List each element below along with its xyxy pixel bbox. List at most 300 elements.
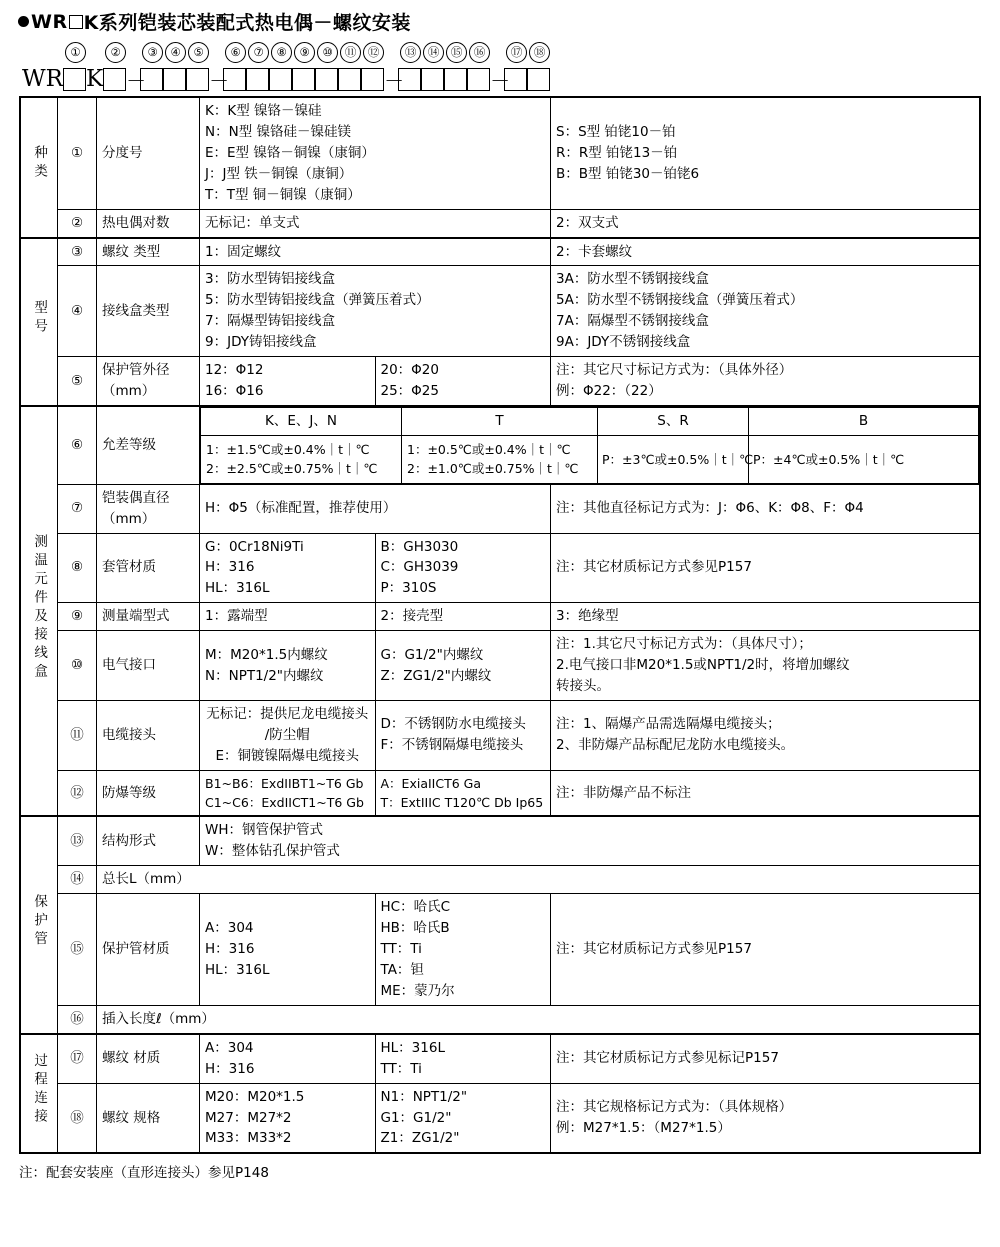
value-line: 注：1.其它尺寸标记方式为：（具体尺寸）； — [556, 636, 812, 653]
page-title — [0, 0, 1000, 39]
code-boxes — [22, 64, 1000, 94]
value-cell-right — [551, 484, 981, 533]
value-line: S：S型 铂铑10－铂 — [556, 123, 676, 140]
code-circle-5: ⑤ — [188, 42, 209, 63]
value-lines — [556, 557, 974, 578]
code-box-3 — [140, 68, 163, 91]
value-lines — [205, 537, 370, 600]
value-line: 2：双支式 — [556, 214, 619, 231]
label-cell: 测量端型式 — [97, 603, 200, 631]
value-line: 5：防水型铸铝接线盒（弹簧压着式） — [205, 292, 430, 309]
tolerance-grid — [200, 406, 981, 484]
code-circle-4: ④ — [165, 42, 186, 63]
value-line: 注：非防爆产品不标注 — [556, 784, 691, 801]
value-line: TA：钽 — [380, 962, 424, 978]
index-cell: ⑩ — [58, 631, 97, 701]
code-circle-1: ① — [65, 42, 86, 63]
table-row — [20, 1083, 980, 1153]
table-row — [20, 816, 980, 865]
value-lines — [205, 704, 370, 767]
label-cell: 总长L（mm） — [97, 866, 981, 894]
value-line: B：B型 铂铑30－铂铑6 — [556, 165, 700, 182]
value-line: C1~C6：ExdIICT1~T6 Gb — [205, 795, 364, 811]
value-cell-right — [551, 266, 981, 357]
label-cell: 保护管材质 — [97, 894, 200, 1006]
tolerance-values-sr — [598, 435, 754, 483]
value-line: M27：M27*2 — [205, 1109, 292, 1126]
value-line: 2.电气接口非M20*1.5或NPT1/2时，将增加螺纹 — [556, 657, 850, 674]
table-row — [20, 700, 980, 770]
table-row — [20, 97, 980, 209]
tolerance-value-row — [201, 435, 979, 483]
code-circle-7: ⑦ — [248, 42, 269, 63]
value-line: N：NPT1/2"内螺纹 — [205, 667, 324, 684]
value-cell-c1 — [200, 603, 376, 631]
value-line: 9：JDY铸铝接线盒 — [205, 334, 317, 351]
value-cell-c1 — [200, 1034, 376, 1083]
value-line: 12：Φ12 — [205, 362, 264, 379]
code-box-1 — [63, 68, 86, 91]
code-box-4 — [163, 68, 186, 91]
value-line: 1：露端型 — [205, 608, 268, 625]
value-cell-c3 — [551, 631, 981, 701]
value-lines — [205, 1087, 370, 1150]
index-cell: ⑨ — [58, 603, 97, 631]
code-circle-8: ⑧ — [271, 42, 292, 63]
value-line: 无标记：提供尼龙电缆接头 — [206, 705, 369, 722]
value-line: Z1：ZG1/2" — [380, 1130, 460, 1147]
value-line: 25：Φ25 — [380, 383, 439, 400]
value-lines — [381, 714, 546, 756]
value-line: M：M20*1.5内螺纹 — [205, 646, 328, 663]
code-literal-k: K — [85, 66, 104, 92]
value-cell-left — [200, 97, 551, 209]
table-row — [20, 1034, 980, 1083]
value-lines — [205, 213, 545, 234]
table-row — [20, 866, 980, 894]
group-label-sensor-text: 测温元件及接线盒 — [31, 533, 48, 682]
code-box-6 — [223, 68, 246, 91]
label-cell: 结构形式 — [97, 816, 200, 865]
value-line: 注：1、隔爆产品需选隔爆电缆接头； — [556, 716, 781, 733]
value-line: T：ExtIIIC T120℃ Db Ip65 — [380, 795, 544, 811]
index-cell: ⑦ — [58, 484, 97, 533]
table-row — [20, 533, 980, 603]
value-cell-c2 — [375, 894, 551, 1006]
code-circle-10: ⑩ — [317, 42, 338, 63]
value-line: D：不锈钢防水电缆接头 — [380, 716, 526, 733]
value-cell-right — [551, 209, 981, 237]
value-cell-c1 — [200, 631, 376, 701]
value-line: A：ExiaIICT6 Ga — [380, 775, 481, 791]
value-line: 3：绝缘型 — [556, 608, 619, 625]
group-label-process — [20, 1034, 58, 1154]
index-cell: ⑰ — [58, 1034, 97, 1083]
value-line: G1：G1/2" — [380, 1109, 452, 1126]
model-code-diagram — [0, 41, 1000, 94]
index-cell: ⑥ — [58, 406, 97, 484]
code-literal-w: W — [22, 66, 46, 92]
value-cell-c2 — [375, 603, 551, 631]
value-lines — [556, 213, 974, 234]
label-cell: 螺纹 材质 — [97, 1034, 200, 1083]
value-line: 1：±1.5℃或±0.4%｜t｜℃ — [206, 441, 370, 457]
value-line: A：304 — [205, 920, 254, 937]
code-circle-14: ⑭ — [423, 42, 444, 63]
value-lines — [381, 774, 546, 813]
table-row — [20, 238, 980, 266]
value-cell-c3 — [551, 700, 981, 770]
value-cell-c1 — [200, 1083, 376, 1153]
value-cell-right — [551, 97, 981, 209]
value-cell-full — [200, 816, 981, 865]
table-row — [20, 209, 980, 237]
value-line: 注：其它材质标记方式参见P157 — [556, 941, 752, 958]
value-lines — [205, 1038, 370, 1080]
value-cell-c2 — [375, 357, 551, 406]
value-lines — [381, 537, 546, 600]
value-line: M33：M33*2 — [205, 1130, 292, 1147]
value-line: 2：±2.5℃或±0.75%｜t｜℃ — [206, 461, 378, 477]
code-box-8 — [269, 68, 292, 91]
label-cell: 防爆等级 — [97, 770, 200, 816]
code-box-16 — [467, 68, 490, 91]
value-lines — [556, 1048, 974, 1069]
code-circle-2: ② — [105, 42, 126, 63]
code-circle-16: ⑯ — [469, 42, 490, 63]
label-cell: 允差等级 — [97, 406, 200, 484]
tolerance-subtable — [200, 407, 979, 484]
code-box-11 — [338, 68, 361, 91]
code-box-7 — [246, 68, 269, 91]
value-line: HB：哈氏B — [380, 920, 450, 937]
value-lines — [556, 939, 974, 960]
value-line: P：310S — [380, 580, 437, 597]
tolerance-values-b — [749, 435, 979, 483]
footnote: 注：配套安装座（直形连接头）参见P148 — [19, 1165, 269, 1182]
value-line: H：Φ5（标准配置，推荐使用） — [205, 500, 397, 517]
value-lines — [205, 606, 370, 627]
value-cell-c3 — [551, 1083, 981, 1153]
value-line: HL：316L — [380, 1039, 445, 1056]
value-lines — [381, 606, 546, 627]
value-line: HL：316L — [205, 580, 270, 597]
value-line: H：316 — [205, 559, 255, 576]
title-placeholder-box-icon — [69, 15, 83, 29]
value-line: 例：M27*1.5：（M27*1.5） — [556, 1119, 731, 1136]
value-line: G：G1/2"内螺纹 — [380, 646, 484, 663]
value-cell-c3 — [551, 603, 981, 631]
specification-table — [19, 96, 981, 1154]
value-cell-left — [200, 209, 551, 237]
index-cell: ⑯ — [58, 1005, 97, 1033]
value-lines — [205, 242, 545, 263]
value-lines — [556, 122, 974, 185]
value-cell-c2 — [375, 1034, 551, 1083]
value-cell-c1 — [200, 894, 376, 1006]
value-line: 注：其它规格标记方式为：（具体规格） — [556, 1099, 793, 1116]
table-row — [20, 631, 980, 701]
value-lines — [205, 360, 370, 402]
value-line: 2：接壳型 — [380, 608, 444, 625]
value-lines — [556, 783, 974, 804]
value-line: 例：Φ22：（22） — [556, 383, 662, 400]
label-line-2: （mm） — [102, 510, 156, 527]
label-line-1: 铠装偶直径 — [102, 489, 170, 506]
value-line: 5A：防水型不锈钢接线盒（弹簧压着式） — [556, 292, 804, 309]
value-lines — [556, 634, 974, 697]
value-cell-c2 — [375, 1083, 551, 1153]
group-label-kind-text: 种类 — [31, 145, 48, 183]
value-line: TT：Ti — [380, 1060, 422, 1077]
value-lines — [381, 645, 546, 687]
value-cell-c1 — [200, 533, 376, 603]
value-line: 注：其他直径标记方式为：J：Φ6、K：Φ8、F：Φ4 — [556, 500, 864, 517]
value-line: R：R型 铂铑13－铂 — [556, 144, 678, 161]
value-cell-c3 — [551, 533, 981, 603]
index-cell: ③ — [58, 238, 97, 266]
value-line: J：J型 铁－铜镍（康铜） — [205, 165, 353, 182]
value-line: F：不锈钢隔爆电缆接头 — [380, 737, 524, 754]
tolerance-values-t — [402, 435, 598, 483]
value-line: 3A：防水型不锈钢接线盒 — [556, 271, 709, 288]
group-label-tube — [20, 816, 58, 1033]
value-line: 1：±0.5℃或±0.4%｜t｜℃ — [407, 441, 571, 457]
code-literal-r: R — [45, 66, 63, 92]
code-circle-3: ③ — [142, 42, 163, 63]
value-lines — [556, 498, 974, 519]
table-row — [20, 894, 980, 1006]
value-lines — [381, 1087, 546, 1150]
page-title-main: K系列铠装芯装配式热电偶－螺纹安装 — [83, 12, 411, 34]
value-lines — [205, 645, 370, 687]
value-lines — [556, 606, 974, 627]
value-lines — [556, 360, 974, 402]
label-cell — [97, 484, 200, 533]
value-lines — [205, 774, 370, 813]
value-cell-c1 — [200, 357, 376, 406]
value-line: WH：钢管保护管式 — [205, 822, 323, 839]
index-cell: ⑪ — [58, 700, 97, 770]
value-line: 16：Φ16 — [205, 383, 264, 400]
label-cell — [97, 357, 200, 406]
value-lines — [206, 440, 396, 479]
code-circle-13: ⑬ — [400, 42, 421, 63]
value-line: E：铜镀镍隔爆电缆接头 — [215, 747, 360, 764]
code-circle-11: ⑪ — [340, 42, 361, 63]
value-line: Z：ZG1/2"内螺纹 — [380, 667, 492, 684]
value-line: P：±3℃或±0.5%｜t｜℃ — [602, 451, 754, 467]
index-cell: ⑤ — [58, 357, 97, 406]
label-cell: 接线盒类型 — [97, 266, 200, 357]
value-cell-c3 — [551, 770, 981, 816]
table-row — [20, 357, 980, 406]
value-line: N1：NPT1/2" — [380, 1088, 468, 1105]
label-cell: 电气接口 — [97, 631, 200, 701]
value-line: W：整体钻孔保护管式 — [205, 843, 340, 860]
label-cell: 电缆接头 — [97, 700, 200, 770]
value-line: A：304 — [205, 1039, 254, 1056]
label-line-1: 保护管外径 — [102, 362, 170, 379]
value-line: P：±4℃或±0.5%｜t｜℃ — [753, 451, 905, 467]
value-line: E：E型 镍铬－铜镍（康铜） — [205, 144, 375, 161]
group-label-sensor — [20, 406, 58, 816]
code-separator: － — [384, 68, 405, 93]
tolerance-header-t: T — [402, 407, 598, 435]
code-box-17 — [504, 68, 527, 91]
value-line: C：GH3039 — [380, 559, 459, 576]
value-lines — [205, 101, 545, 206]
index-cell: ⑫ — [58, 770, 97, 816]
value-line: 无标记：单支式 — [205, 214, 300, 231]
label-cell: 螺纹 规格 — [97, 1083, 200, 1153]
code-box-18 — [527, 68, 550, 91]
value-cell-c3 — [551, 1034, 981, 1083]
index-cell: ⑱ — [58, 1083, 97, 1153]
value-line: M20：M20*1.5 — [205, 1088, 305, 1105]
value-line: 1：固定螺纹 — [205, 243, 282, 260]
tolerance-header-b: B — [749, 407, 979, 435]
value-line: H：316 — [205, 941, 255, 958]
value-cell-c2 — [375, 770, 551, 816]
value-cell-right — [551, 238, 981, 266]
code-circle-18: ⑱ — [529, 42, 550, 63]
value-line: TT：Ti — [380, 941, 422, 958]
code-box-2 — [103, 68, 126, 91]
value-line: 2：±1.0℃或±0.75%｜t｜℃ — [407, 461, 579, 477]
code-circle-12: ⑫ — [363, 42, 384, 63]
value-line: N：N型 镍铬硅－镍硅镁 — [205, 123, 351, 140]
table-row — [20, 1005, 980, 1033]
value-line: 注：其它尺寸标记方式为：（具体外径） — [556, 362, 793, 379]
label-cell: 套管材质 — [97, 533, 200, 603]
value-lines — [205, 820, 974, 862]
value-line: ME：蒙乃尔 — [380, 982, 455, 999]
table-row — [20, 770, 980, 816]
code-box-13 — [398, 68, 421, 91]
value-line: B：GH3030 — [380, 538, 459, 555]
value-cell-c3 — [551, 357, 981, 406]
group-label-model-text: 型号 — [31, 299, 48, 337]
value-cell-c3 — [551, 894, 981, 1006]
table-row — [20, 484, 980, 533]
value-lines — [381, 360, 546, 402]
value-line: 20：Φ20 — [380, 362, 439, 379]
label-cell: 分度号 — [97, 97, 200, 209]
value-cell-c2 — [375, 631, 551, 701]
value-line: B1~B6：ExdIIBT1~T6 Gb — [205, 775, 364, 791]
group-label-model — [20, 238, 58, 406]
index-cell: ⑮ — [58, 894, 97, 1006]
value-line: HC：哈氏C — [380, 899, 451, 916]
label-cell: 插入长度ℓ（mm） — [97, 1005, 981, 1033]
code-circle-numbers — [22, 41, 1000, 63]
bullet-icon — [18, 16, 29, 27]
value-lines — [602, 450, 754, 469]
value-lines — [407, 440, 592, 479]
value-cell-left — [200, 266, 551, 357]
index-cell: ⑬ — [58, 816, 97, 865]
value-cell-left — [200, 238, 551, 266]
group-label-tube-text: 保护管 — [31, 893, 48, 950]
code-circle-6: ⑥ — [225, 42, 246, 63]
value-line: K：K型 镍铬－镍硅 — [205, 103, 322, 119]
value-lines — [381, 1038, 546, 1080]
code-circle-15: ⑮ — [446, 42, 467, 63]
code-separator: － — [490, 68, 511, 93]
tolerance-header-row — [201, 407, 979, 435]
code-box-9 — [292, 68, 315, 91]
code-circle-17: ⑰ — [506, 42, 527, 63]
index-cell: ④ — [58, 266, 97, 357]
tolerance-header-sr: S、R — [598, 407, 749, 435]
value-line: 注：其它材质标记方式参见P157 — [556, 559, 752, 576]
value-lines — [556, 1097, 974, 1139]
value-cell-c2 — [375, 700, 551, 770]
value-line: /防尘帽 — [264, 726, 310, 743]
tolerance-values-kejn — [201, 435, 402, 483]
label-cell: 热电偶对数 — [97, 209, 200, 237]
value-cell-c2 — [375, 533, 551, 603]
group-label-kind — [20, 97, 58, 238]
value-line: 7：隔爆型铸铝接线盒 — [205, 313, 336, 330]
value-lines — [556, 242, 974, 263]
index-cell: ② — [58, 209, 97, 237]
index-cell: ⑭ — [58, 866, 97, 894]
value-lines — [753, 450, 974, 469]
value-cell-c1 — [200, 700, 376, 770]
value-line: 转接头。 — [556, 678, 610, 695]
value-cell-left — [200, 484, 551, 533]
value-lines — [205, 269, 545, 353]
table-row-tolerance — [20, 406, 980, 484]
value-lines — [381, 897, 546, 1002]
value-cell-c1 — [200, 770, 376, 816]
code-box-5 — [186, 68, 209, 91]
label-line-2: （mm） — [102, 383, 156, 400]
value-line: 2：卡套螺纹 — [556, 243, 633, 260]
label-cell: 螺纹 类型 — [97, 238, 200, 266]
value-lines — [205, 918, 370, 981]
table-row — [20, 266, 980, 357]
value-line: H：316 — [205, 1060, 255, 1077]
tolerance-header-kejn: K、E、J、N — [201, 407, 402, 435]
code-box-14 — [421, 68, 444, 91]
code-box-10 — [315, 68, 338, 91]
code-box-12 — [361, 68, 384, 91]
table-row — [20, 603, 980, 631]
page-title-prefix: WR — [31, 10, 68, 33]
value-line: G：0Cr18Ni9Ti — [205, 538, 304, 555]
index-cell: ⑧ — [58, 533, 97, 603]
value-line: 2、非防爆产品标配尼龙防水电缆接头。 — [556, 737, 795, 754]
value-line: T：T型 铜－铜镍（康铜） — [205, 186, 361, 203]
code-circle-9: ⑨ — [294, 42, 315, 63]
value-line: 7A：隔爆型不锈钢接线盒 — [556, 313, 709, 330]
value-lines — [556, 269, 974, 353]
value-lines — [205, 498, 545, 519]
value-line: HL：316L — [205, 962, 270, 978]
value-line: 注：其它材质标记方式参见标记P157 — [556, 1050, 779, 1067]
value-line: 3：防水型铸铝接线盒 — [205, 271, 336, 288]
code-separator: － — [126, 68, 147, 93]
value-line: 9A：JDY不锈钢接线盒 — [556, 334, 691, 351]
index-cell: ① — [58, 97, 97, 209]
code-box-15 — [444, 68, 467, 91]
value-lines — [556, 714, 974, 756]
group-label-process-text: 过程连接 — [31, 1053, 48, 1128]
code-separator: － — [209, 68, 230, 93]
